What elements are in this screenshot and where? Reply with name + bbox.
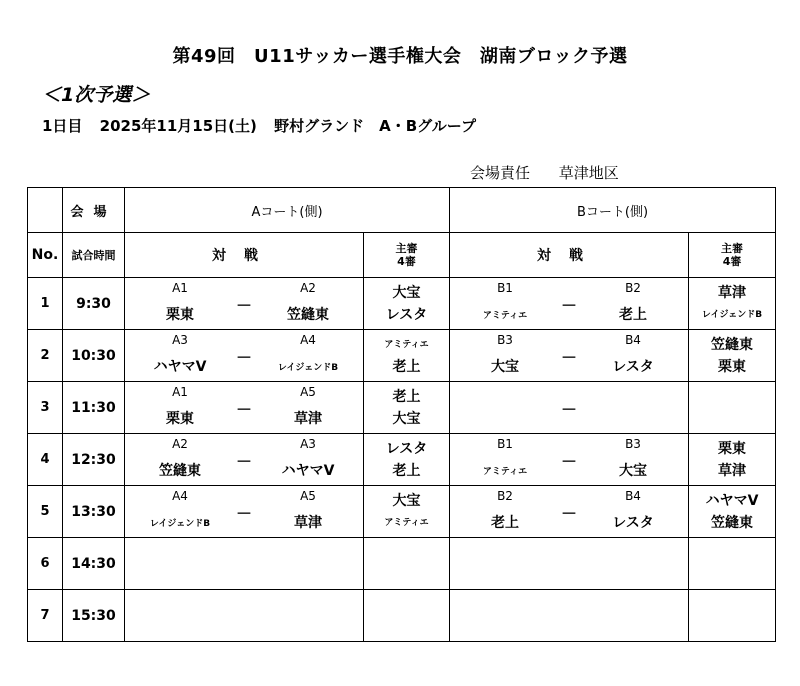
team-2-name: ハヤマV [281,463,335,479]
ref-b-cell [689,278,776,330]
section-heading: ＜1次予選＞ [42,84,151,106]
fourth-official: レイジェンドB [701,309,763,320]
team-1-name: アミティエ [482,311,528,321]
team-1-name: 老上 [491,515,520,531]
team-1-name: 笠縫東 [159,463,201,479]
team-1-code: B1 [497,281,513,295]
ref-b-cell [689,590,776,642]
ref-a-cell [364,278,450,330]
team-1-name: ハヤマV [153,359,207,375]
ref-b-fourth-label: 4審 [722,255,742,268]
match-a-cell [125,330,364,382]
main-referee: 笠縫東 [711,336,754,353]
team-1-code: B3 [497,333,513,347]
main-referee: 栗東 [718,440,747,457]
match-row [28,434,776,486]
team-1-code: A4 [172,489,188,503]
ref-a-cell [364,330,450,382]
match-row [28,330,776,382]
team-2-name: 笠縫東 [287,307,329,323]
corner-cell [28,188,63,233]
vs-dash: － [561,452,578,471]
main-referee: レスタ [385,440,428,457]
fourth-official: 老上 [392,462,421,479]
main-referee: 大宝 [392,492,421,509]
team-1-name: 大宝 [491,359,520,375]
main-referee: 草津 [718,284,747,301]
team-2-code: A4 [300,333,316,347]
ref-a-header [364,233,450,278]
match-b-cell [450,278,689,330]
vs-dash: － [235,348,252,367]
match-a-cell [125,486,364,538]
match-time: 9:30 [63,278,125,330]
team-1-name: アミティエ [482,467,528,477]
vs-dash: － [235,452,252,471]
fourth-official: 笠縫東 [711,514,754,531]
venue-responsible [470,162,643,183]
team-2-code: B4 [625,489,641,503]
ref-a-cell [364,590,450,642]
day-label: 1日目 [42,117,83,135]
fourth-official: アミティエ [384,517,429,528]
team-2-name: レスタ [612,359,654,375]
match-b-cell [450,590,689,642]
match-a-cell [125,382,364,434]
row-number: 2 [28,330,63,382]
match-a-header: 対戦 [125,233,364,278]
vs-dash: － [235,504,252,523]
match-a-cell [125,590,364,642]
team-2-name: レイジェンドB [277,363,339,373]
team-2-code: B4 [625,333,641,347]
match-b-cell [450,382,689,434]
responsible-value: 草津地区 [558,164,619,182]
date-text: 2025年11月15日(土) [99,117,257,135]
responsible-label: 会場責任 [470,164,531,182]
team-1-name: 栗東 [166,307,194,323]
vs-dash: － [235,400,252,419]
venue-header: 会場 [63,188,125,233]
main-referee: 大宝 [392,284,421,301]
match-time: 10:30 [63,330,125,382]
match-b-cell [450,330,689,382]
court-b-header: Bコート(側) [450,188,776,233]
time-header: 試合時間 [63,233,125,278]
team-2-code: B2 [625,281,641,295]
row-number: 4 [28,434,63,486]
header-row-1 [28,188,776,233]
match-a-cell [125,538,364,590]
vs-dash: － [561,296,578,315]
team-2-name: 草津 [294,515,322,531]
fourth-official: 栗東 [718,358,747,375]
team-2-name: 老上 [619,307,648,323]
header-row-2 [28,233,776,278]
match-row [28,278,776,330]
match-b-cell [450,434,689,486]
vs-dash: － [561,400,578,419]
ref-b-main-label: 主審 [721,242,744,255]
ref-b-cell [689,486,776,538]
fourth-official: 老上 [392,358,421,375]
row-number: 5 [28,486,63,538]
main-referee: ハヤマV [705,492,759,509]
team-1-code: A2 [172,437,188,451]
row-number: 1 [28,278,63,330]
ref-b-cell [689,330,776,382]
team-2-code: A5 [300,385,316,399]
ref-a-cell [364,434,450,486]
ref-a-cell [364,382,450,434]
team-2-code: A2 [300,281,316,295]
venue-group: 野村グランド A・Bグループ [274,117,476,135]
team-2-code: A3 [300,437,316,451]
page-title: 第49回 U11サッカー選手権大会 湖南ブロック予選 [172,46,628,67]
match-b-cell [450,538,689,590]
match-time: 15:30 [63,590,125,642]
row-number: 7 [28,590,63,642]
row-number: 3 [28,382,63,434]
ref-b-header [689,233,776,278]
match-a-cell [125,434,364,486]
vs-dash: － [561,504,578,523]
team-2-code: B3 [625,437,641,451]
match-row [28,486,776,538]
ref-b-cell [689,538,776,590]
ref-b-cell [689,434,776,486]
court-a-header: Aコート(側) [125,188,450,233]
ref-a-fourth-label: 4審 [397,255,416,268]
team-2-name: レスタ [612,515,654,531]
match-b-header: 対戦 [450,233,689,278]
vs-dash: － [561,348,578,367]
fourth-official: 大宝 [392,410,421,427]
team-1-name: 栗東 [166,411,194,427]
match-row [28,538,776,590]
schedule-table [27,187,776,642]
row-number: 6 [28,538,63,590]
main-referee: アミティエ [384,339,429,350]
match-a-cell [125,278,364,330]
match-time: 11:30 [63,382,125,434]
match-b-cell [450,486,689,538]
ref-a-main-label: 主審 [395,242,418,255]
match-time: 12:30 [63,434,125,486]
ref-a-cell [364,538,450,590]
match-time: 14:30 [63,538,125,590]
team-1-code: A1 [172,281,188,295]
team-2-name: 草津 [294,411,322,427]
team-2-name: 大宝 [619,463,648,479]
match-row [28,590,776,642]
no-header: No. [28,233,63,278]
fourth-official: レスタ [385,306,428,323]
team-1-code: A3 [172,333,188,347]
fourth-official: 草津 [718,462,747,479]
match-time: 13:30 [63,486,125,538]
team-1-code: A1 [172,385,188,399]
ref-a-cell [364,486,450,538]
vs-dash: － [235,296,252,315]
day-info [42,115,488,136]
team-2-code: A5 [300,489,316,503]
team-1-code: B1 [497,437,513,451]
main-referee: 老上 [392,388,421,405]
ref-b-cell [689,382,776,434]
match-row [28,382,776,434]
team-1-name: レイジェンドB [149,519,211,529]
team-1-code: B2 [497,489,513,503]
